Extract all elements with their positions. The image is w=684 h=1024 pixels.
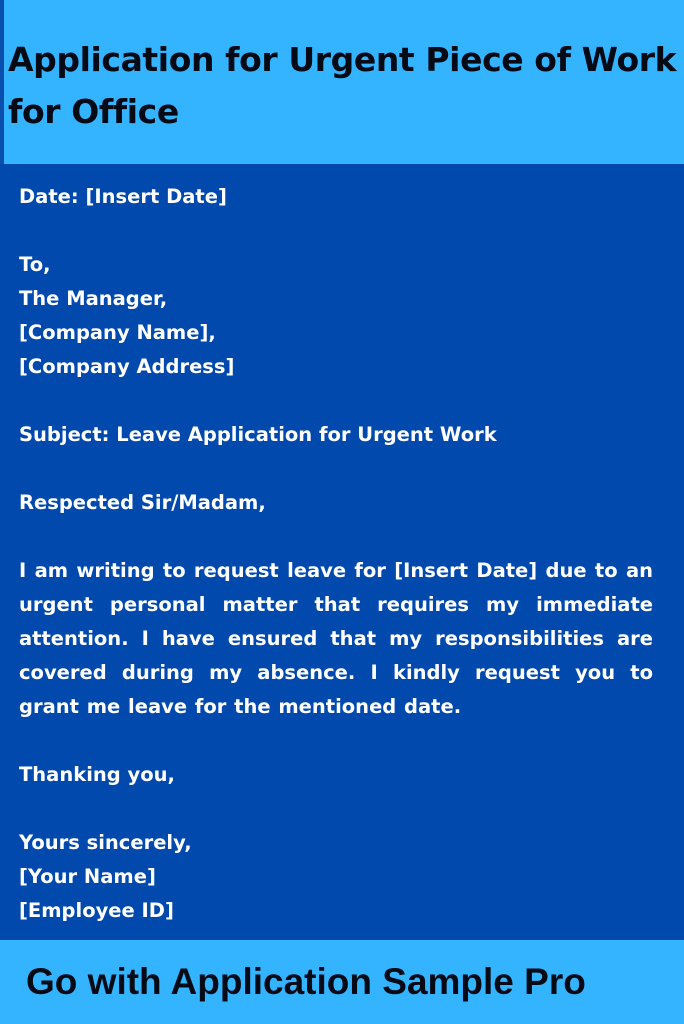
recipient-company-address: [Company Address] bbox=[19, 355, 235, 378]
date-line: Date: [Insert Date] bbox=[19, 185, 227, 208]
salutation-line: Respected Sir/Madam, bbox=[19, 491, 266, 514]
footer-cta-text: Go with Application Sample Pro bbox=[26, 961, 586, 1002]
recipient-to: To, bbox=[19, 253, 51, 276]
letter-body bbox=[0, 164, 684, 940]
closing-block bbox=[19, 826, 653, 928]
closing-name: [Your Name] bbox=[19, 865, 156, 888]
page-footer bbox=[0, 940, 684, 1024]
subject-line: Subject: Leave Application for Urgent Work bbox=[19, 423, 497, 446]
recipient-company-name: [Company Name], bbox=[19, 321, 216, 344]
letter-subject bbox=[19, 418, 653, 452]
letter-paragraph: I am writing to request leave for [Insert Date] due to an urgent personal matter that requires my immediate attention. I have ensured that my responsibilities are covered during my absence. I kindly request you to grant me leave for the mentioned date. bbox=[19, 559, 653, 718]
recipient-designation: The Manager, bbox=[19, 287, 168, 310]
letter-thanks bbox=[19, 758, 653, 792]
thanks-line: Thanking you, bbox=[19, 763, 175, 786]
recipient-block bbox=[19, 248, 653, 384]
page-title: Application for Urgent Piece of Work for Office bbox=[8, 40, 677, 131]
page-header bbox=[0, 0, 684, 164]
closing-sign-off: Yours sincerely, bbox=[19, 831, 192, 854]
closing-employee-id: [Employee ID] bbox=[19, 899, 174, 922]
letter-salutation bbox=[19, 486, 653, 520]
letter-date bbox=[19, 180, 653, 214]
